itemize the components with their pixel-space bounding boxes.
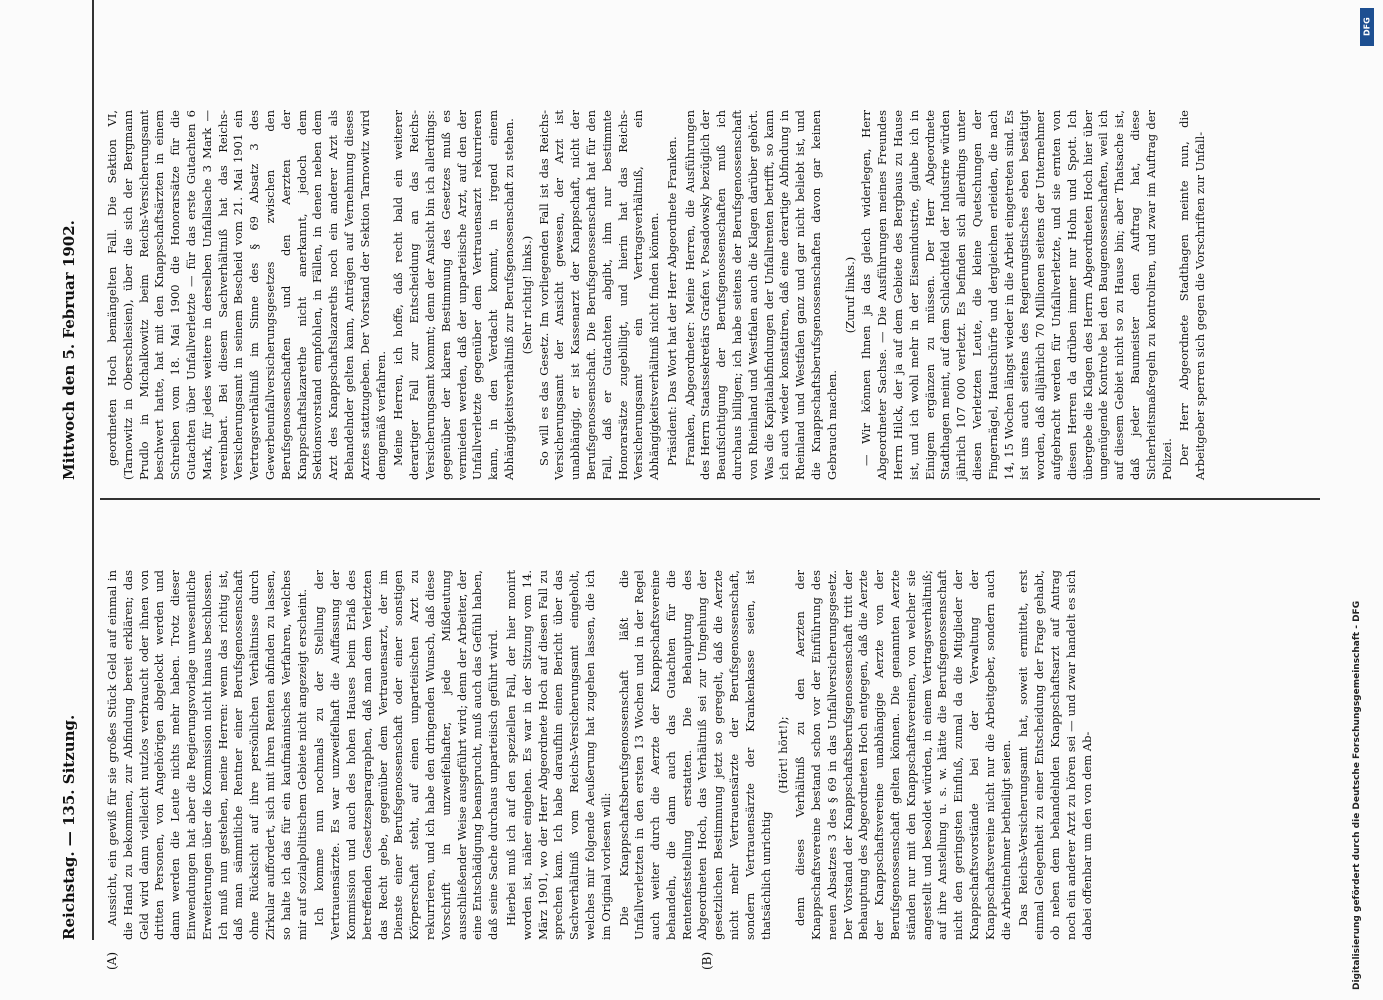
- page-header: [60, 0, 90, 940]
- paragraph: Präsident: Das Wort hat der Herr Abgeordnete Franken.: [664, 136, 679, 466]
- paragraph: Die Knappschaftsberufsgenossenschaft läßt die Unfallverletzten in den ersten 13 Wochen und in der Regel auch weiter durch die Aerzte der Knappschaftsvereine behandeln, die dann auch das Gutachten für die Rentenfeststellung erstatten. Die Behauptung des Abgeordneten Hoch, das Verhältniß sei zur Umgehung der gesetzlichen Bestimmung jetzt so geregelt, daß die Aerzte nicht mehr Vertrauensärzte der Berufsgenossenschaft, sondern Vertrauensärzte der Krankenkasse seien, ist thatsächlich unrichtig: [616, 570, 773, 940]
- column-rule: [100, 499, 1320, 501]
- header-rule: [92, 0, 94, 940]
- paragraph: Meine Herren, ich hoffe, daß recht bald ein weiterer derartiger Fall zur Entscheidung an das Reichs-Versicherungsamt kommt; denn der Ansicht bin ich allerdings: gegenüber der klaren Bestimmung des Gesetzes muß es vermieden werden, daß der unparteiische Arzt, auf den der Unfallverletzte gegenüber dem Vertrauensarzt rekurrieren kann, in den Verdacht kommt, in irgend einem Abhängigkeitsverhältniß zur Berufsgenossenschaft zu stehen.: [391, 110, 516, 480]
- paragraph: (Zuruf links.): [842, 256, 857, 334]
- paragraph: — Wir können Ihnen ja das gleich widerlegen, Herr Abgeordneter Sachse. — Die Ausführungen meines Freundes Herrn Hilck, der ja auf dem Gebiete des Bergbaus zu Hause ist, und ich wohl mehr in der Eisenindustrie, glaube ich in Einigem ergänzen zu müssen. Der Herr Abgeordnete Stadthagen meint, auf dem Schlachtfeld der Industrie würden jährlich 107 000 verletzt. Es befinden sich allerdings unter diesen Verletzten Leute, die kleine Quetschungen der Fingernägel, Hautschürfe und dergleichen erleiden, die nach 14, 15 Wochen längst wieder in die Arbeit eingetreten sind. Es ist uns auch seitens des Regierungstisches eben bestätigt worden, daß alljährlich 70 Millionen seitens der Unternehmer aufgebracht werden für Unfallverletzte, und sie ernten von diesen Herren da drüben immer nur Hohn und Spott. Ich übergebe die Klagen des Herrn Abgeordneten Hoch hier über ungenügende Kontrole bei den Baugenossenschaften, weil ich auf diesem Gebiet nicht so zu Hause bin; aber Thatsache ist, daß jeder Baumeister den Auftrag hat, diese Sicherheitsmaßregeln zu kontroliren, und zwar im Auftrag der Polizei.: [859, 110, 1174, 480]
- paragraph: So will es das Gesetz. Im vorliegenden Fall ist das Reichs-Versicherungsamt der Ansicht gewesen, der Arzt ist unabhängig, er ist Kassenarzt der Knappschaft, nicht der Berufsgenossenschaft. Die Berufsgenossenschaft hat für den Fall, daß er Gutachten abgibt, ihm nur bestimmte Honorarsätze zugebilligt, und hierin hat das Reichs-Versicherungsamt ein Vertragsverhältniß, ein Abhängigkeitsverhältniß nicht finden können.: [536, 110, 662, 480]
- digitization-credit: [1352, 10, 1372, 990]
- paragraph: geordneten Hoch bemängelten Fall. Die Sektion VI, (Tarnowitz in Oberschlesien), über die sich der Bergmann Prudlo in Michalkowitz beim Reichs-Versicherungsamt beschwert hatte, hat mit den Knappschaftsärzten in einem Schreiben vom 18. Mai 1900 die Honorarsätze für die Gutachten über Unfallverletzte — für das erste Gutachten 6 Mark, für jedes weitere in derselben Unfallsache 3 Mark — vereinbart. Bei diesem Sachverhältniß hat das Reichs-Versicherungsamt in seinem Bescheid vom 21. Mai 1901 ein Vertragsverhältniß im Sinne des § 69 Absatz 3 des Gewerbeunfallversicherungsgesetzes zwischen den Berufsgenossenschaften und den Aerzten der Knappschaftslazarethe nicht anerkannt, jedoch dem Sektionsvorstand empfohlen, in Fällen, in denen neben dem Arzt des Knappschaftslazareths noch ein anderer Arzt als Behandelnder gelten kann, Anträgen auf Vernehmung dieses Arztes stattzugeben. Der Vorstand der Sektion Tarnowitz wird demgemäß verfahren.: [105, 110, 388, 480]
- left-column: [105, 570, 1097, 940]
- credit-text: Digitalisierung gefördert durch die Deutsche Forschungsgemeinschaft - DFG: [1352, 600, 1362, 990]
- paragraph: Franken, Abgeordneter: Meine Herren, die Ausführungen des Herrn Staatssekretärs Grafen v. Posadowsky bezüglich der Beaufsichtigung der Berufsgenossenschaften muß ich durchaus billigen; ich habe seitens der Berufsgenossenschaft von Rheinland und Westfalen auch die Klagen darüber gehört. Was die Kapitalabfindungen der Unfallrenten betrifft, so kann ich auch wieder konstatiren, daß eine derartige Abfindung in Rheinland und Westfalen ganz und gar nicht beliebt ist, und die Knappschaftsberufsgenossenschaften davon gar keinen Gebrauch machen.: [682, 110, 839, 480]
- paragraph: denn dieses Verhältniß zu den Aerzten der Knappschaftsvereine bestand schon vor der Einführung des neuen Absatzes 3 des § 69 in das Unfallversicherungsgesetz. Der Vorstand der Knappschaftsberufsgenossenschaft tritt der Behauptung des Abgeordneten Hoch entgegen, daß die Aerzte der Knappschaftsvereine unabhängige Aerzte von der Berufsgenossenschaft gelten können. Die genannten Aerzte ständen nur mit den Knappschaftsvereinen, von welcher sie angestellt und besoldet würden, in einem Vertragsverhältniß; auf ihre Anstellung u. s. w. hätte die Berufsgenossenschaft nicht den geringsten Einfluß, zumal da die Mitglieder der Knappschaftsvorstände bei der Verwaltung der Knappschaftsvereine nicht nur die Arbeitgeber, sondern auch die Arbeitnehmer betheiligt seien.: [793, 570, 1013, 940]
- paragraph: Hierbei muß ich auf den speziellen Fall, der hier monirt worden ist, näher eingehen. Es war in der Sitzung vom 14. März 1901, wo der Herr Abgeordnete Hoch auf diesen Fall zu sprechen kam. Ich habe daraufhin einen Bericht über das Sachverhältniß vom Reichs-Versicherungsamt eingeholt, welches mir folgende Aeußerung hat zugehen lassen, die ich im Original vorlesen will:: [503, 570, 613, 940]
- paragraph: (Sehr richtig! links.): [519, 235, 534, 355]
- paragraph: Das Reichs-Versicherungsamt hat, soweit ermittelt, erst einmal Gelegenheit zu einer Entscheidung der Frage gehabt, ob neben dem behandelnden Knappschaftsarzt auf Antrag noch ein anderer Arzt zu hören sei — und zwar handelt es sich dabei offenbar um den von dem Ab-: [1016, 570, 1094, 940]
- dfg-logo: DFG: [1360, 8, 1374, 46]
- header-left: Reichstag. — 135. Sitzung.: [60, 714, 78, 940]
- margin-marker-b: (B): [700, 951, 714, 970]
- paragraph: Der Herr Abgeordnete Stadthagen meinte nun, die Arbeitgeber sperren sich gegen die Vorschriften zur Unfall-: [1177, 110, 1208, 480]
- header-center: Mittwoch den 5. Februar 1902.: [60, 220, 78, 480]
- paragraph: Ich komme nun nochmals zu der Stellung der Vertrauensärzte. Es war unzweifelhaft die Auffassung der Kommission und auch des hohen Hauses beim Erlaß des betreffenden Gesetzesparagraphen, daß man dem Verletzten das Recht gebe, gegenüber dem Vertrauensarzt, der im Dienste einer Berufsgenossenschaft oder einer sonstigen Körperschaft steht, auf einen unparteiischen Arzt zu rekurrieren, und ich habe den dringenden Wunsch, daß diese Vorschrift in unzweifelhafter, jede Mißdeutung ausschließender Weise ausgeführt wird; denn der Arbeiter, der eine Entschädigung beansprucht, muß auch das Gefühl haben, daß seine Sache durchaus unparteiisch geführt wird.: [312, 570, 501, 940]
- paragraph: (Hört! hört!);: [776, 716, 791, 794]
- paragraph: Aussicht, ein gewiß für sie großes Stück Geld auf einmal in die Hand zu bekommen, zur Abfindung bereit erklären; das Geld wird dann vielleicht nutzlos verbraucht oder ihnen von dritten Personen, von Angehörigen abgelockt werden und dann werden die Leute nichts mehr haben. Trotz dieser Einwendungen hat aber die Regierungsvorlage unwesentliche Erweiterungen über die Kommission nicht hinaus beschlossen. Ich muß nun gestehen, meine Herren: wenn das richtig ist, daß man sämmtliche Rentner einer Berufsgenossenschaft ohne Rücksicht auf ihre persönlichen Verhältnisse durch Zirkular auffordert, sich mit ihren Renten abfinden zu lassen, so halte ich das für ein kaufmännisches Verfahren, welches mir auf sozialpolitischem Gebiete nicht angezeigt erscheint.: [105, 570, 309, 940]
- right-column: [105, 110, 1211, 480]
- margin-marker-a: (A): [105, 951, 119, 970]
